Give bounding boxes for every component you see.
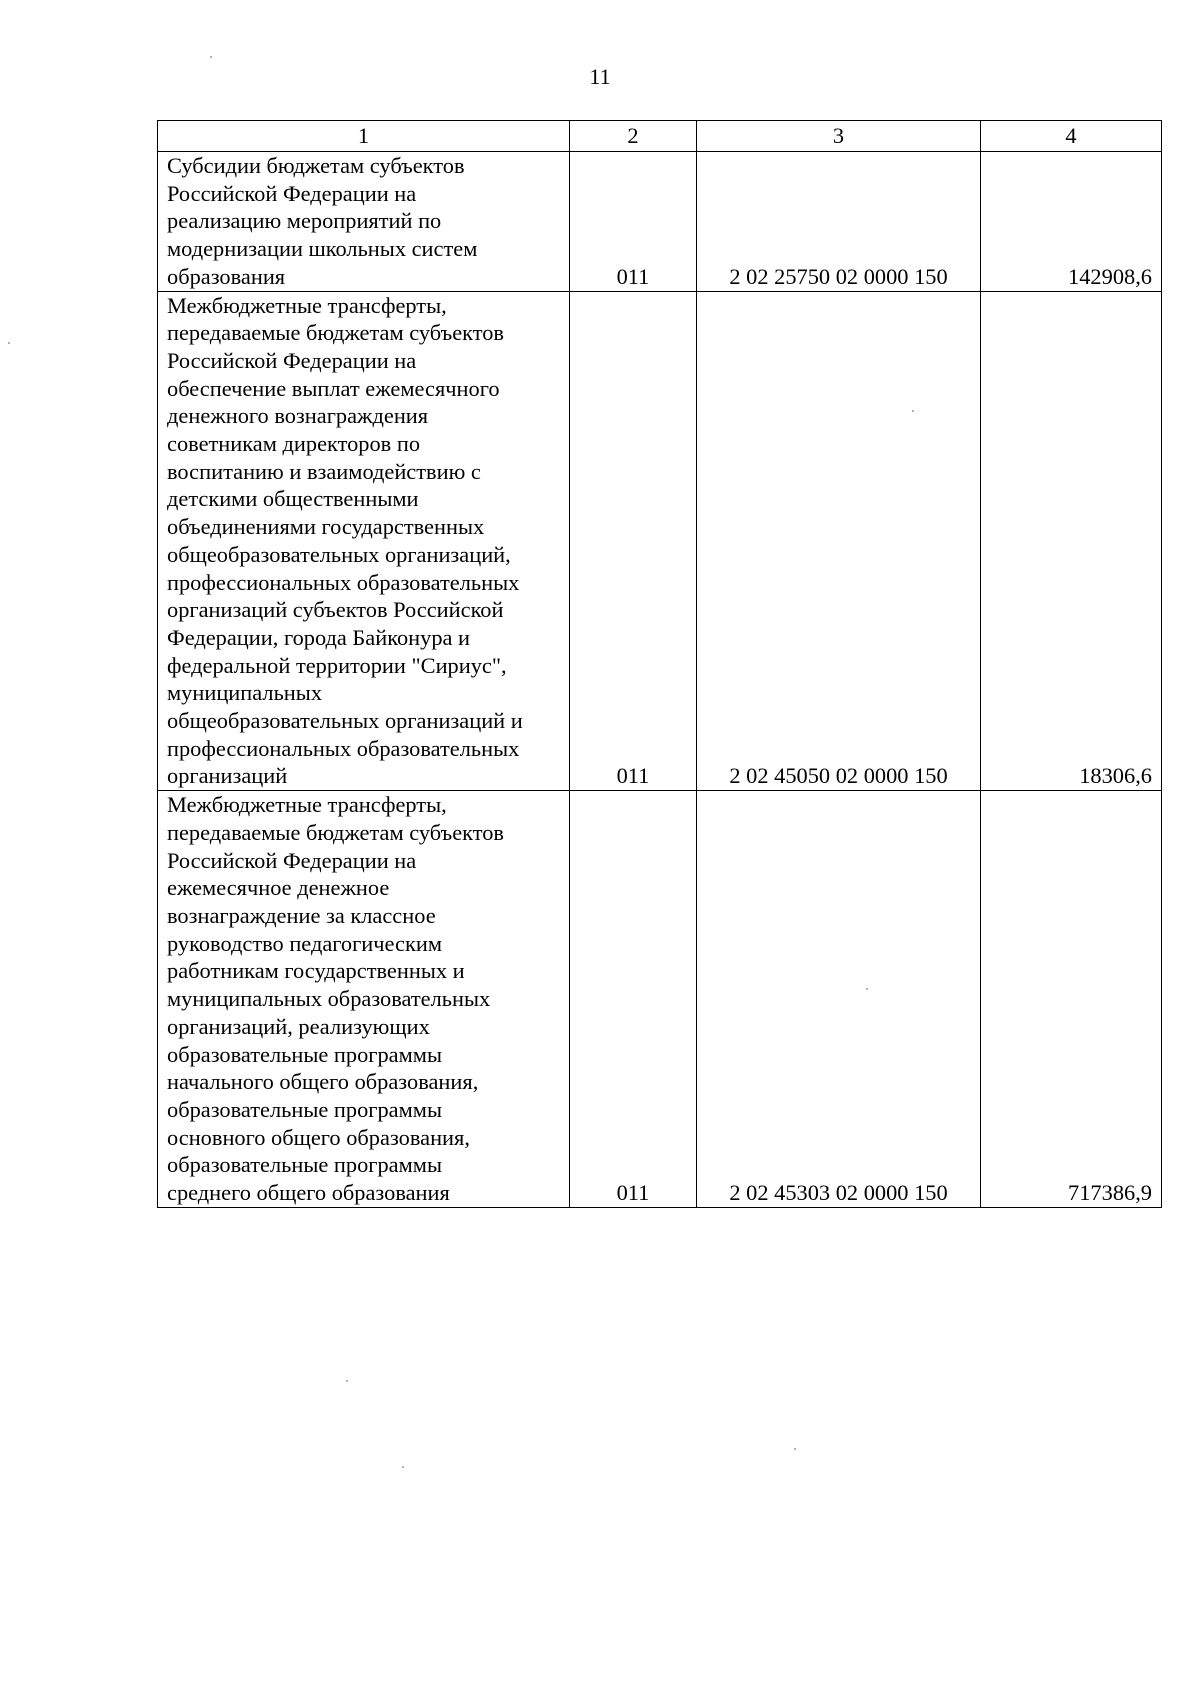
row-name-line: Межбюджетные трансферты, [167, 292, 447, 318]
row-name-line: образовательные программы [167, 1152, 443, 1178]
page-number: 11 [589, 64, 611, 89]
row-name-line: денежного вознаграждения [167, 403, 429, 429]
budget-code-cell: 2 02 45303 02 0000 150 [697, 791, 981, 1208]
row-name-line: профессиональных образовательных [167, 735, 520, 761]
scan-speck [402, 1466, 404, 1468]
row-name-line: Субсидии бюджетам субъектов [167, 153, 465, 178]
row-name-line: Федерации, города Байконура и [167, 624, 471, 650]
table-row [158, 291, 1162, 791]
row-name-line: воспитанию и взаимодействию с [167, 458, 481, 484]
row-name-line: передаваемые бюджетам субъектов [167, 819, 504, 845]
scan-speck [346, 1380, 348, 1382]
row-name-line: организаций субъектов Российской [167, 597, 504, 623]
table-body [158, 152, 1162, 1208]
row-name-line: общеобразовательных организаций, [167, 541, 511, 567]
row-name-line: образования [167, 263, 286, 289]
row-name-line: реализацию мероприятий по [167, 208, 442, 234]
row-name-cell [158, 791, 570, 1208]
scan-speck [8, 342, 10, 344]
column-header-3: 3 [697, 121, 981, 152]
row-name-line: Российской Федерации на [167, 847, 417, 873]
row-name-line: организаций, реализующих [167, 1013, 430, 1039]
scan-speck [866, 988, 868, 990]
row-name-line: образовательные программы [167, 1096, 443, 1122]
budget-table [157, 120, 1162, 1208]
scan-speck [912, 410, 914, 412]
admin-code-cell: 011 [570, 291, 697, 791]
column-header-1: 1 [158, 121, 570, 152]
table-header [158, 121, 1162, 152]
row-name-line: Межбюджетные трансферты, [167, 792, 447, 818]
row-name-line: образовательные программы [167, 1041, 443, 1067]
row-name-line: Российской Федерации на [167, 180, 417, 206]
table-row [158, 791, 1162, 1208]
row-name-line: начального общего образования, [167, 1069, 479, 1095]
row-name-cell [158, 291, 570, 791]
amount-cell: 142908,6 [981, 152, 1162, 292]
row-name-line: организаций [167, 763, 288, 789]
row-name-line: Российской Федерации на [167, 347, 417, 373]
admin-code-cell: 011 [570, 791, 697, 1208]
row-name-line: детскими общественными [167, 486, 419, 512]
row-name-line: советникам директоров по [167, 431, 421, 457]
row-name-line: объединениями государственных [167, 514, 485, 540]
amount-cell: 18306,6 [981, 291, 1162, 791]
row-name-line: муниципальных образовательных [167, 986, 491, 1012]
row-name-cell [158, 152, 570, 292]
row-name-line: вознаграждение за классное [167, 902, 436, 928]
admin-code-cell: 011 [570, 152, 697, 292]
row-name-line: среднего общего образования [167, 1180, 450, 1206]
row-name-line: основного общего образования, [167, 1124, 470, 1150]
amount-cell: 717386,9 [981, 791, 1162, 1208]
row-name-line: общеобразовательных организаций и [167, 708, 523, 734]
column-header-2: 2 [570, 121, 697, 152]
row-name-line: профессиональных образовательных [167, 569, 520, 595]
row-name-line: модернизации школьных систем [167, 236, 478, 262]
row-name-line: федеральной территории "Сириус", [167, 652, 507, 678]
budget-code-cell: 2 02 45050 02 0000 150 [697, 291, 981, 791]
row-name-line: ежемесячное денежное [167, 875, 390, 901]
column-header-4: 4 [981, 121, 1162, 152]
table-row [158, 152, 1162, 292]
header-row [158, 121, 1162, 152]
row-name-line: передаваемые бюджетам субъектов [167, 320, 504, 346]
row-name-line: работникам государственных и [167, 958, 465, 984]
row-name-line: обеспечение выплат ежемесячного [167, 375, 500, 401]
scan-speck [794, 1448, 796, 1450]
scan-speck [210, 56, 212, 58]
row-name-line: руководство педагогическим [167, 930, 442, 956]
budget-code-cell: 2 02 25750 02 0000 150 [697, 152, 981, 292]
row-name-line: муниципальных [167, 680, 323, 706]
